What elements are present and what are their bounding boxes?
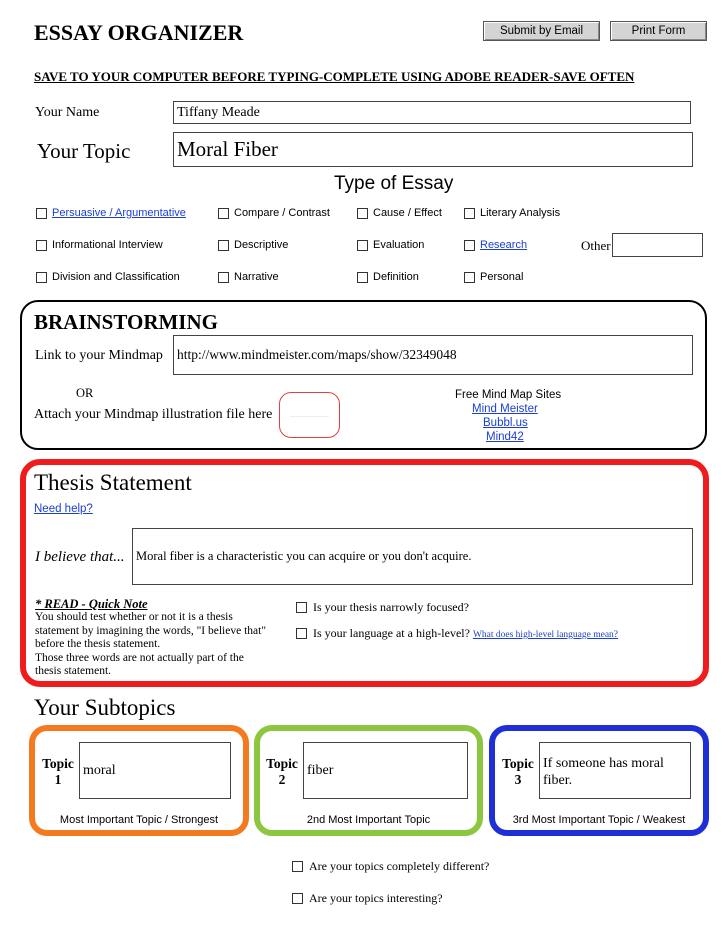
quick-note-line: statement by imagining the words, "I believe that": [35, 624, 267, 637]
essay-type-evaluation-checkbox[interactable]: [357, 240, 368, 251]
believe-label: I believe that...: [35, 549, 125, 565]
essay-type-personal-checkbox[interactable]: [464, 272, 475, 283]
save-notice: SAVE TO YOUR COMPUTER BEFORE TYPING-COMPLETE USING ADOBE READER-SAVE OFTEN: [34, 69, 635, 84]
topics-different-label: Are your topics completely different?: [309, 859, 490, 873]
need-help-link[interactable]: Need help?: [34, 503, 93, 515]
essay-type-definition-label: Definition: [373, 271, 419, 283]
subtopics-heading: Your Subtopics: [34, 695, 176, 720]
essay-type-narrative-checkbox[interactable]: [218, 272, 229, 283]
essay-type-personal-label: Personal: [480, 271, 524, 283]
attach-placeholder-line: [290, 416, 329, 417]
mind-meister-link[interactable]: Mind Meister: [472, 403, 538, 415]
essay-type-heading: Type of Essay: [334, 173, 454, 194]
subtopic-3-label: [498, 756, 538, 788]
high-level-help-link[interactable]: What does high-level language mean?: [472, 630, 619, 640]
quick-note-line: You should test whether or not it is a thesis: [35, 611, 233, 623]
thesis-heading: Thesis Statement: [34, 470, 192, 495]
attach-label: Attach your Mindmap illustration file here: [34, 407, 273, 422]
essay-type-research-label[interactable]: Research: [480, 239, 528, 251]
bubbl-link[interactable]: Bubbl.us: [483, 417, 528, 429]
topic-number: 2: [278, 772, 286, 787]
thesis-field[interactable]: Moral fiber is a characteristic you can acquire or you don't acquire.: [132, 528, 693, 585]
subtopic-2-field[interactable]: fiber: [303, 742, 468, 799]
subtopic-3-field[interactable]: If someone has moral fiber.: [539, 742, 691, 799]
quick-note-line: thesis statement.: [35, 665, 112, 677]
mind42-link[interactable]: Mind42: [486, 431, 524, 443]
essay-type-division-and-classification-label: Division and Classification: [52, 271, 180, 283]
essay-type-cause-effect-label: Cause / Effect: [373, 207, 442, 219]
print-form-button[interactable]: Print Form: [610, 21, 707, 41]
essay-type-informational-interview-checkbox[interactable]: [36, 240, 47, 251]
essay-type-informational-interview-label: Informational Interview: [52, 239, 163, 251]
mindmap-link-label: Link to your Mindmap: [35, 348, 163, 363]
topics-interesting-checkbox[interactable]: [292, 893, 303, 904]
subtopic-1-label: [38, 756, 78, 788]
topics-different-checkbox[interactable]: [292, 861, 303, 872]
free-sites-label: Free Mind Map Sites: [455, 389, 562, 401]
essay-type-literary-analysis-checkbox[interactable]: [464, 208, 475, 219]
high-level-checkbox[interactable]: [296, 628, 307, 639]
essay-type-persuasive-argumentative-checkbox[interactable]: [36, 208, 47, 219]
narrow-focus-label: Is your thesis narrowly focused?: [313, 600, 469, 614]
essay-type-descriptive-checkbox[interactable]: [218, 240, 229, 251]
topic-word: Topic: [42, 756, 74, 771]
subtopic-1-field[interactable]: moral: [79, 742, 231, 799]
topics-interesting-label: Are your topics interesting?: [309, 891, 443, 905]
essay-type-narrative-label: Narrative: [234, 271, 279, 283]
high-level-label: [313, 626, 618, 641]
narrow-focus-checkbox[interactable]: [296, 602, 307, 613]
name-label: Your Name: [35, 105, 100, 120]
quick-note-text: [35, 611, 266, 679]
name-field[interactable]: Tiffany Meade: [173, 101, 691, 124]
subtopic-3-caption: 3rd Most Important Topic / Weakest: [512, 814, 686, 826]
essay-type-compare-contrast-checkbox[interactable]: [218, 208, 229, 219]
subtopic-2-caption: 2nd Most Important Topic: [306, 814, 431, 826]
essay-type-descriptive-label: Descriptive: [234, 239, 289, 251]
topic-field[interactable]: Moral Fiber: [173, 132, 693, 167]
other-field[interactable]: [612, 233, 703, 257]
quick-note-line: before the thesis statement.: [35, 638, 161, 650]
subtopic-2-label: [262, 756, 302, 788]
subtopic-1-caption: Most Important Topic / Strongest: [59, 814, 219, 826]
essay-type-literary-analysis-label: Literary Analysis: [480, 207, 561, 219]
submit-by-email-button[interactable]: Submit by Email: [483, 21, 600, 41]
quick-note-title: * READ - Quick Note: [35, 597, 148, 611]
essay-type-persuasive-argumentative-label[interactable]: Persuasive / Argumentative: [52, 207, 186, 219]
topic-word: Topic: [502, 756, 534, 771]
mindmap-link-field[interactable]: http://www.mindmeister.com/maps/show/32349048: [173, 335, 693, 375]
page-title: ESSAY ORGANIZER: [34, 20, 244, 45]
topic-number: 1: [54, 772, 62, 787]
essay-type-research-checkbox[interactable]: [464, 240, 475, 251]
other-label: Other: [581, 238, 611, 253]
essay-type-compare-contrast-label: Compare / Contrast: [234, 207, 330, 219]
essay-type-definition-checkbox[interactable]: [357, 272, 368, 283]
essay-type-evaluation-label: Evaluation: [373, 239, 425, 251]
topic-label: Your Topic: [37, 139, 131, 163]
quick-note-line: Those three words are not actually part of the: [35, 651, 244, 664]
high-level-text: Is your language at a high-level?: [313, 626, 470, 640]
or-label: OR: [76, 386, 94, 400]
brainstorming-heading: BRAINSTORMING: [34, 310, 218, 334]
essay-type-division-and-classification-checkbox[interactable]: [36, 272, 47, 283]
topic-number: 3: [514, 772, 522, 787]
essay-type-cause-effect-checkbox[interactable]: [357, 208, 368, 219]
topic-word: Topic: [266, 756, 298, 771]
attach-file-button[interactable]: [279, 392, 340, 438]
